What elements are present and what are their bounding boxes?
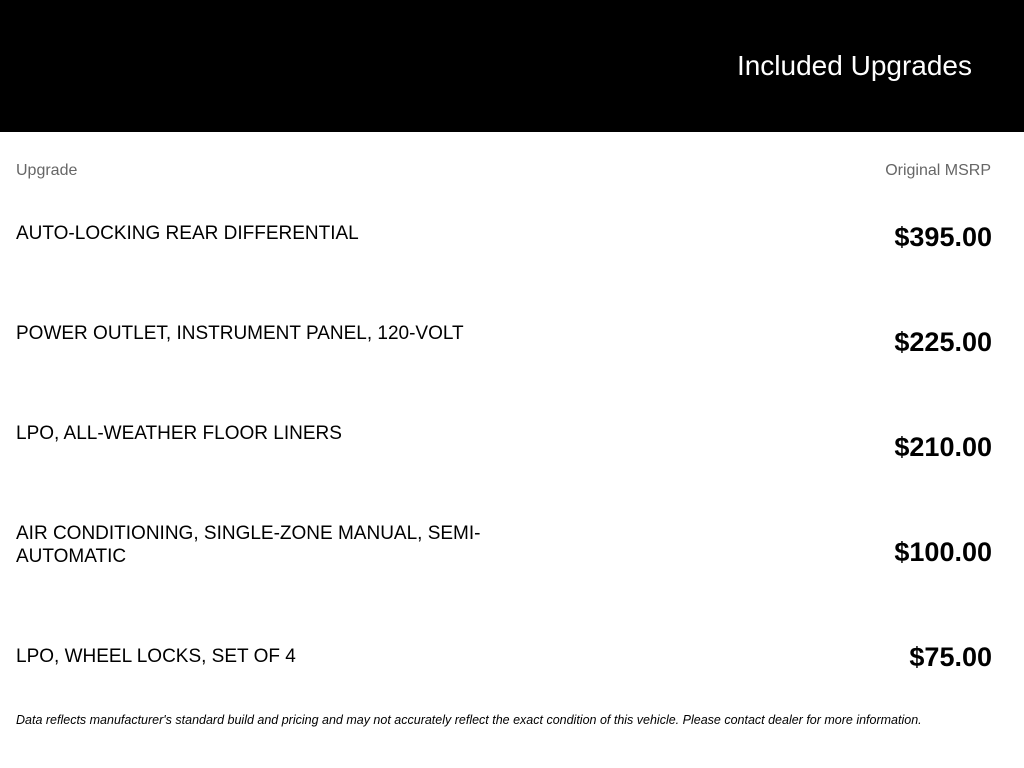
upgrade-name: POWER OUTLET, INSTRUMENT PANEL, 120-VOLT: [16, 323, 464, 344]
page-title: Included Upgrades: [736, 50, 972, 81]
upgrade-name: AIR CONDITIONING, SINGLE-ZONE MANUAL, SEMI-AUTOMATIC: [16, 523, 481, 567]
upgrade-column-header: Upgrade: [16, 162, 78, 179]
upgrade-price: $395.00: [894, 222, 992, 252]
disclaimer-text: Data reflects manufacturer's standard build and pricing and may not accurately reflect the exact condition of this vehicle. Please contact dealer for more information.: [16, 713, 922, 727]
header-banner: [0, 0, 1024, 132]
upgrade-price: $210.00: [894, 432, 992, 462]
upgrade-price: $225.00: [894, 327, 992, 357]
upgrade-name: LPO, WHEEL LOCKS, SET OF 4: [16, 646, 296, 667]
upgrade-name: AUTO-LOCKING REAR DIFFERENTIAL: [16, 223, 359, 244]
upgrade-name: LPO, ALL-WEATHER FLOOR LINERS: [16, 423, 342, 444]
upgrade-price: $100.00: [894, 537, 992, 567]
upgrade-price: $75.00: [909, 642, 992, 672]
msrp-column-header: Original MSRP: [885, 162, 991, 179]
